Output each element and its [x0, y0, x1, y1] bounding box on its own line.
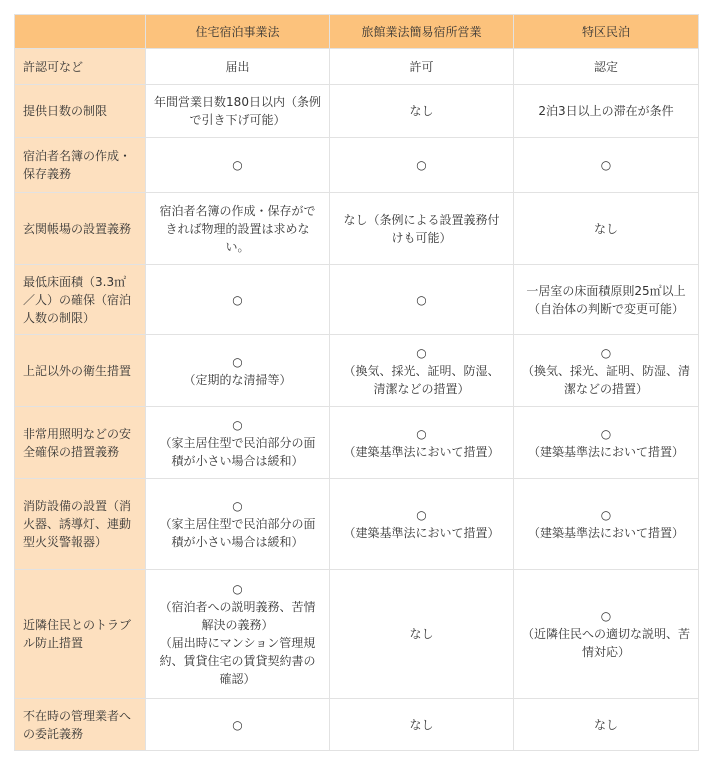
- table-cell: ○: [514, 138, 699, 193]
- row-label: 提供日数の制限: [15, 85, 146, 138]
- row-label: 許認可など: [15, 49, 146, 85]
- row-label: 上記以外の衛生措置: [15, 335, 146, 407]
- table-cell: ○ （宿泊者への説明義務、苦情解決の義務） （届出時にマンション管理規約、賃貸住宅の賃貸契約書の確認）: [146, 570, 330, 699]
- table-cell: なし（条例による設置義務付けも可能）: [330, 193, 514, 265]
- table-cell: ○ （建築基準法において措置）: [330, 407, 514, 479]
- table-row: [15, 138, 699, 193]
- table-cell: ○: [330, 138, 514, 193]
- table-row: [15, 49, 699, 85]
- table-cell: ○: [146, 138, 330, 193]
- row-label: 非常用照明などの安全確保の措置義務: [15, 407, 146, 479]
- table-cell: なし: [330, 570, 514, 699]
- table-row: [15, 193, 699, 265]
- table-cell: ○ （家主居住型で民泊部分の面積が小さい場合は緩和）: [146, 407, 330, 479]
- table-cell: ○ （換気、採光、証明、防湿、清潔などの措置）: [330, 335, 514, 407]
- table-cell: ○: [330, 265, 514, 335]
- comparison-table: [14, 14, 699, 751]
- table-cell: なし: [330, 699, 514, 751]
- row-label: 消防設備の設置（消火器、誘導灯、連動型火災警報器）: [15, 479, 146, 570]
- table-row: [15, 85, 699, 138]
- table-cell: 宿泊者名簿の作成・保存ができれば物理的設置は求めない。: [146, 193, 330, 265]
- table-row: [15, 699, 699, 751]
- table-cell: 2泊3日以上の滞在が条件: [514, 85, 699, 138]
- table-cell: なし: [514, 699, 699, 751]
- table-cell: ○ （建築基準法において措置）: [514, 479, 699, 570]
- table-cell: 許可: [330, 49, 514, 85]
- table-cell: ○ （近隣住民への適切な説明、苦情対応）: [514, 570, 699, 699]
- table-cell: ○ （定期的な清掃等）: [146, 335, 330, 407]
- row-label: 不在時の管理業者への委託義務: [15, 699, 146, 751]
- table-cell: ○ （換気、採光、証明、防湿、清潔などの措置）: [514, 335, 699, 407]
- table-cell: 一居室の床面積原則25㎡以上（自治体の判断で変更可能）: [514, 265, 699, 335]
- table-cell: 認定: [514, 49, 699, 85]
- table-cell: ○ （建築基準法において措置）: [330, 479, 514, 570]
- table-cell: ○ （家主居住型で民泊部分の面積が小さい場合は緩和）: [146, 479, 330, 570]
- header-tokku-minpaku: 特区民泊: [514, 15, 699, 49]
- header-ryokan-kan-i: 旅館業法簡易宿所営業: [330, 15, 514, 49]
- table-cell: ○ （建築基準法において措置）: [514, 407, 699, 479]
- table-row: [15, 570, 699, 699]
- header-jutaku-shukuhaku: 住宅宿泊事業法: [146, 15, 330, 49]
- table-cell: 年間営業日数180日以内（条例で引き下げ可能）: [146, 85, 330, 138]
- table-cell: 届出: [146, 49, 330, 85]
- table-row: [15, 407, 699, 479]
- table-cell: ○: [146, 699, 330, 751]
- row-label: 最低床面積（3.3㎡／人）の確保（宿泊人数の制限）: [15, 265, 146, 335]
- header-corner: [15, 15, 146, 49]
- table-cell: なし: [330, 85, 514, 138]
- row-label: 宿泊者名簿の作成・保存義務: [15, 138, 146, 193]
- table-row: [15, 265, 699, 335]
- header-row: [15, 15, 699, 49]
- row-label: 玄関帳場の設置義務: [15, 193, 146, 265]
- table-row: [15, 479, 699, 570]
- table-cell: ○: [146, 265, 330, 335]
- table-cell: なし: [514, 193, 699, 265]
- table-row: [15, 335, 699, 407]
- row-label: 近隣住民とのトラブル防止措置: [15, 570, 146, 699]
